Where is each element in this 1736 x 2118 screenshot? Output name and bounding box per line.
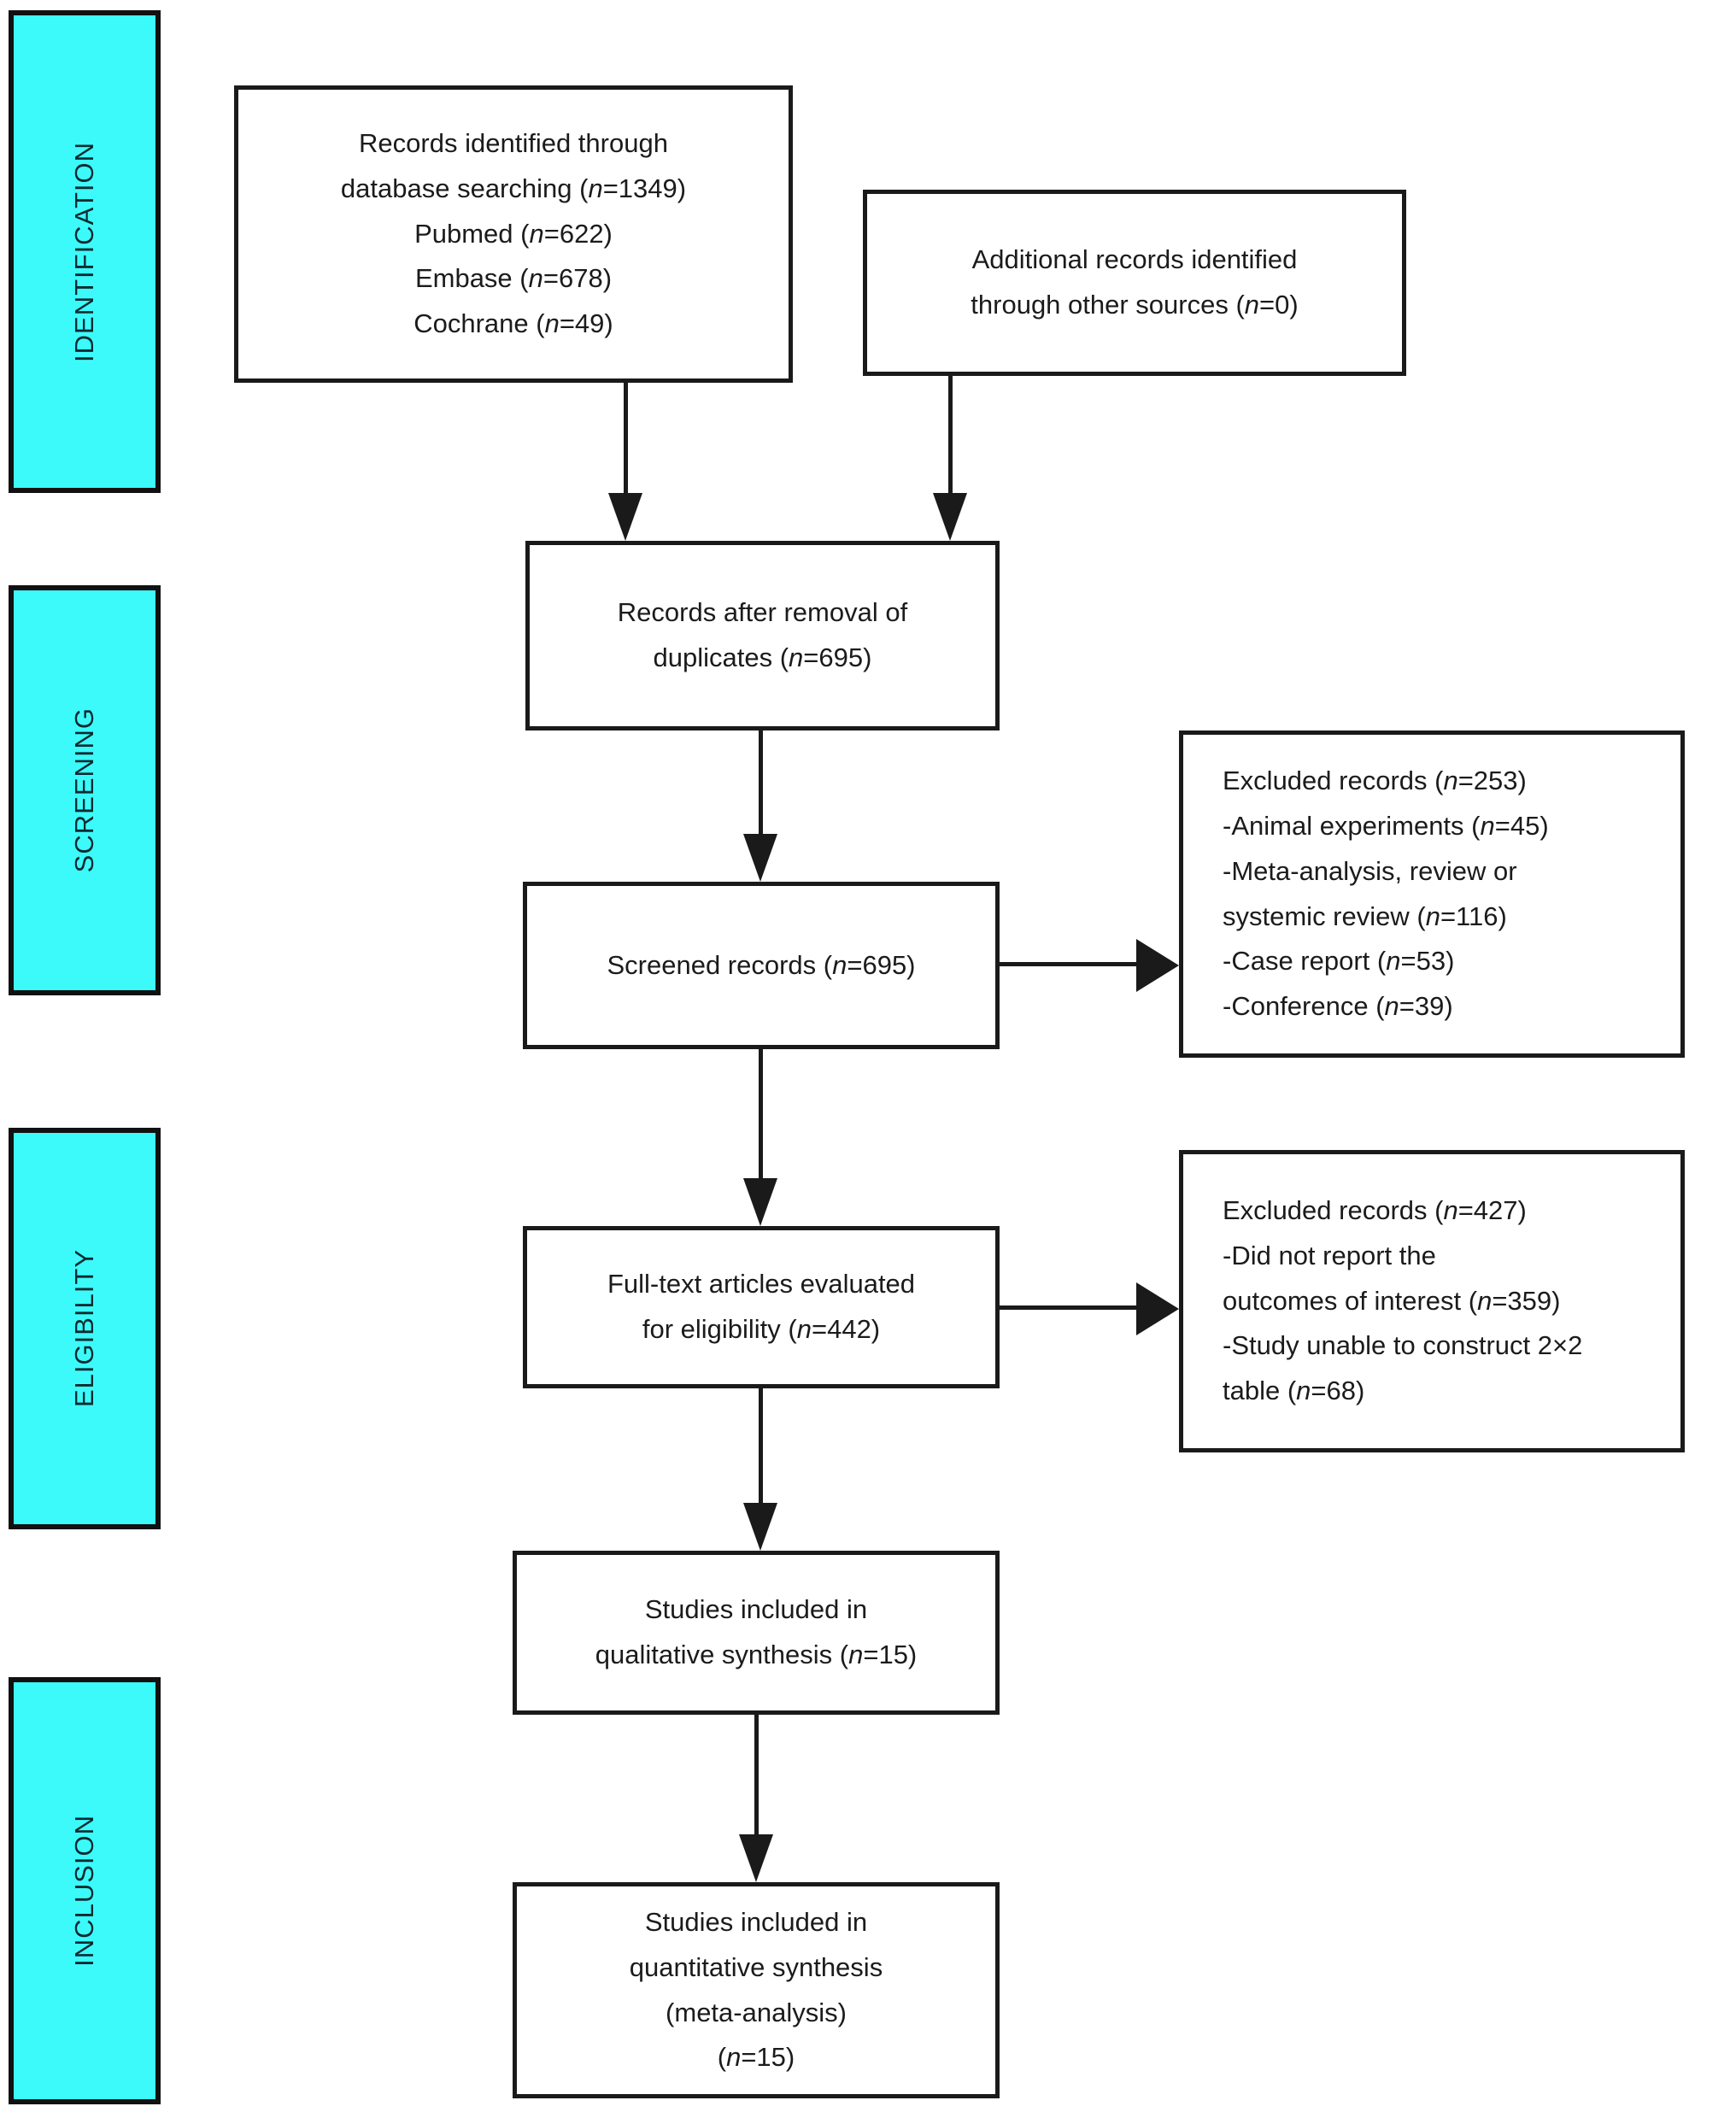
- box-records-identified-text: Records identified through database searching (n=1349) Pubmed (n=622) Embase (n=678) Cochrane (n=49): [340, 128, 687, 339]
- box-excluded-records-screening: [1179, 730, 1685, 1058]
- stage-band-inclusion: [9, 1677, 161, 2104]
- arrow-fulltext-to-qualitative-head-icon: [743, 1503, 777, 1551]
- stage-label-eligibility: ELIGIBILITY: [69, 1249, 99, 1408]
- arrow-fulltext-to-excluded-head-icon: [1136, 1282, 1179, 1335]
- arrow-identified-to-duplicates-head-icon: [608, 493, 642, 541]
- arrow-additional-to-duplicates-head-icon: [933, 493, 967, 541]
- box-excluded-records-screening-text: Excluded records (n=253) -Animal experiments (n=45) -Meta-analysis, review or systemic review (n=116) -Case report (n=53) -Conference (n=39): [1223, 766, 1549, 1021]
- stage-band-eligibility: [9, 1128, 161, 1529]
- box-qualitative-synthesis: [513, 1551, 1000, 1715]
- arrow-duplicates-to-screened-head-icon: [743, 834, 777, 882]
- stage-label-identification: IDENTIFICATION: [69, 141, 99, 362]
- stage-label-screening: SCREENING: [69, 707, 99, 873]
- stage-band-screening: [9, 585, 161, 995]
- box-excluded-records-eligibility-text: Excluded records (n=427) -Did not report the outcomes of interest (n=359) -Study unable to construct 2×2 table (n=68): [1223, 1195, 1583, 1406]
- arrow-qualitative-to-quantitative-line: [754, 1715, 759, 1836]
- box-fulltext-evaluated-text: Full-text articles evaluated for eligibility (n=442): [607, 1269, 916, 1344]
- arrow-screened-to-fulltext-head-icon: [743, 1178, 777, 1226]
- box-quantitative-synthesis: [513, 1882, 1000, 2098]
- stage-band-identification: [9, 10, 161, 493]
- arrow-additional-to-duplicates-line: [948, 376, 953, 496]
- box-additional-records: [863, 190, 1406, 376]
- box-records-identified: [234, 85, 793, 383]
- arrow-screened-to-fulltext-line: [759, 1049, 763, 1180]
- box-additional-records-text: Additional records identified through other sources (n=0): [971, 244, 1299, 320]
- box-quantitative-synthesis-text: Studies included in quantitative synthesis (meta-analysis) (n=15): [629, 1907, 883, 2073]
- arrow-identified-to-duplicates-line: [624, 383, 628, 496]
- arrow-fulltext-to-excluded-line: [1000, 1305, 1140, 1310]
- box-records-after-duplicates-text: Records after removal of duplicates (n=695): [617, 597, 908, 672]
- arrow-fulltext-to-qualitative-line: [759, 1388, 763, 1505]
- arrow-duplicates-to-screened-line: [759, 730, 763, 836]
- arrow-screened-to-excluded-head-icon: [1136, 939, 1179, 992]
- box-records-after-duplicates: [525, 541, 1000, 730]
- box-qualitative-synthesis-text: Studies included in qualitative synthesis (n=15): [595, 1594, 918, 1669]
- box-excluded-records-eligibility: [1179, 1150, 1685, 1452]
- box-screened-records: [523, 882, 1000, 1049]
- box-screened-records-text: Screened records (n=695): [607, 949, 916, 980]
- arrow-screened-to-excluded-line: [1000, 962, 1140, 966]
- stage-label-inclusion: INCLUSION: [69, 1815, 99, 1967]
- box-fulltext-evaluated: [523, 1226, 1000, 1388]
- arrow-qualitative-to-quantitative-head-icon: [739, 1834, 773, 1882]
